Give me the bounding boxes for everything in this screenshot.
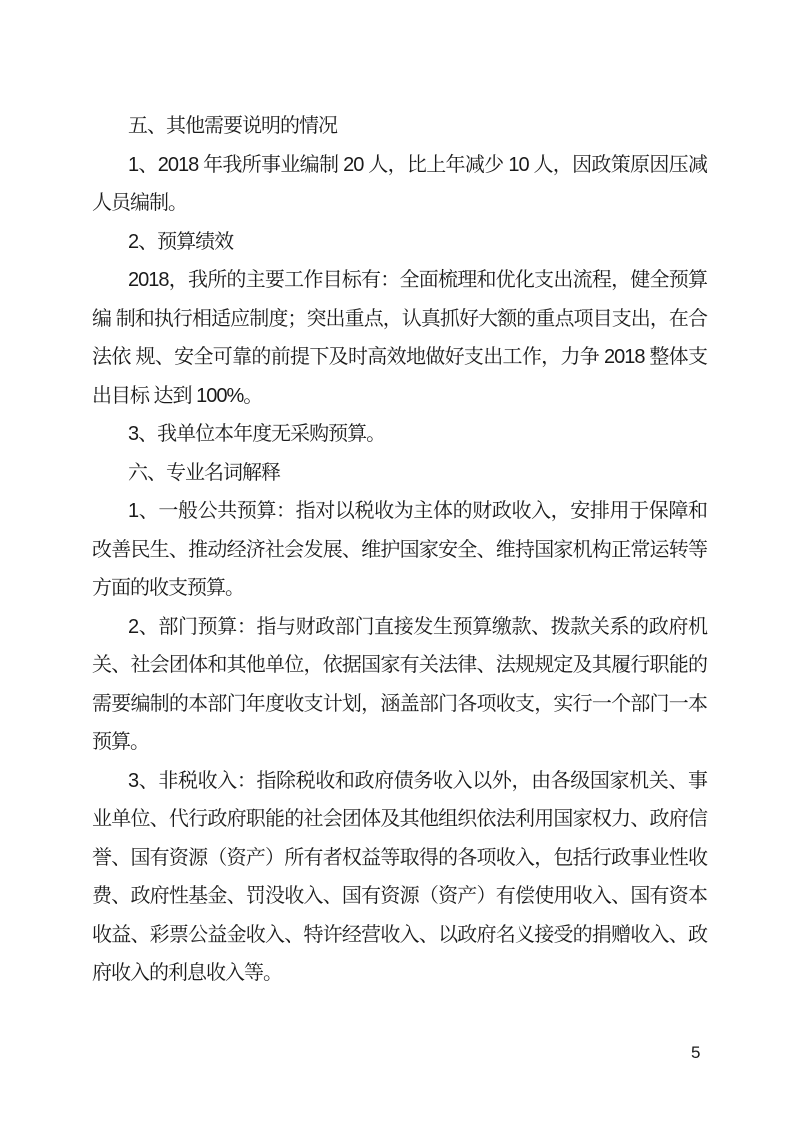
paragraph: 2018，我所的主要工作目标有：全面梳理和优化支出流程，健全预算编 制和执行相适应制度；突出重点，认真抓好大额的重点项目支出，在合法依 规、安全可靠的前提下及时高效地做好支出工作，力争 2018 整体支出目标 达到 100%。 [92, 269, 707, 407]
paragraph: 1、一般公共预算：指对以税收为主体的财政收入，安排用于保障和改善民生、推动经济社会发展、维护国家安全、维持国家机构正常运转等方面的收支预算。 [92, 500, 707, 599]
paragraph: 3、非税收入：指除税收和政府债务收入以外，由各级国家机关、事业单位、代行政府职能的社会团体及其他组织依法利用国家权力、政府信誉、国有资源（资产）所有者权益等取得的各项收入，包括行政事业性收费、政府性基金、罚没收入、国有资源（资产）有偿使用收入、国有资本收益、彩票公益金收入、特许经营收入、以政府名义接受的捐赠收入、政府收入的利息收入等。 [92, 769, 707, 984]
document-body [92, 107, 707, 993]
page-number: 5 [691, 1043, 701, 1062]
paragraph: 五、其他需要说明的情况 [128, 115, 337, 137]
paragraph: 3、我单位本年度无采购预算。 [128, 423, 386, 445]
paragraph: 2、预算绩效 [128, 230, 234, 253]
paragraph: 1、2018 年我所事业编制 20 人，比上年减少 10 人，因政策原因压减人员编制。 [92, 153, 707, 214]
paragraph: 2、部门预算：指与财政部门直接发生预算缴款、拨款关系的政府机关、社会团体和其他单位，依据国家有关法律、法规规定及其履行职能的需要编制的本部门年度收支计划，涵盖部门各项收支，实行一个部门一本预算。 [92, 615, 707, 753]
paragraph: 六、专业名词解释 [128, 461, 280, 484]
